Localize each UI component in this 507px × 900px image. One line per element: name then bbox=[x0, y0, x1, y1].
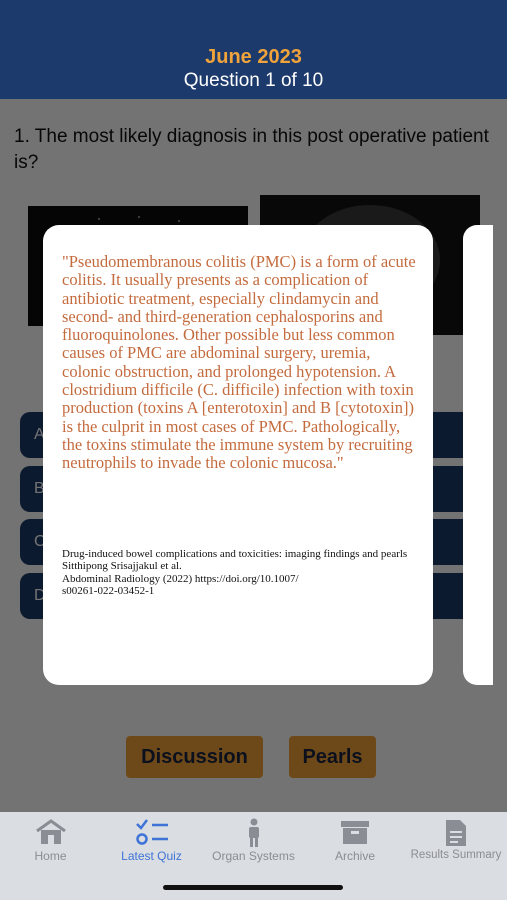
person-icon bbox=[244, 818, 264, 853]
header-bar bbox=[0, 0, 507, 99]
tab-label: Organ Systems bbox=[212, 849, 295, 863]
tab-latest-quiz[interactable] bbox=[101, 812, 202, 872]
reference-journal: Abdominal Radiology (2022) https://doi.org/10.1007/ bbox=[62, 572, 299, 585]
quiz-month: June 2023 bbox=[205, 46, 302, 68]
list-icon bbox=[134, 818, 170, 851]
tab-results-summary[interactable] bbox=[405, 812, 507, 872]
reference-authors: Sitthipong Srisajjakul et al. bbox=[62, 560, 182, 573]
tab-archive[interactable] bbox=[305, 812, 405, 872]
next-pearl-card-peek[interactable] bbox=[463, 225, 493, 685]
question-counter: Question 1 of 10 bbox=[183, 70, 324, 91]
archive-icon bbox=[339, 818, 371, 851]
document-icon bbox=[443, 818, 469, 853]
reference-doi: s00261-022-03452-1 bbox=[62, 585, 155, 598]
tab-label: Results Summary bbox=[410, 849, 502, 861]
pearl-reference bbox=[62, 548, 412, 598]
tab-home[interactable] bbox=[0, 812, 101, 872]
tab-label: Archive bbox=[334, 849, 375, 863]
tab-label: Home bbox=[34, 849, 67, 863]
home-indicator bbox=[163, 885, 343, 890]
reference-title: Drug-induced bowel complications and toxicities: imaging findings and pearls bbox=[62, 548, 408, 560]
home-icon bbox=[34, 818, 68, 851]
pearl-quote: "Pseudomembranous colitis (PMC) is a form of acute colitis. It usually presents as a complication of antibiotic treatment, especially clindamycin and second- and third-generation cephalosporins and fluoroquinolones. Other possible but less common causes of PMC are abdominal surgery, uremia, colonic obstruction, and prolonged hypotension. A clostridium difficile (C. difficile) infection with toxin production (toxins A [enterotoxin] and B [cytotoxin]) is the culprit in most cases of PMC. Pathologically, the toxins stimulate the immune system by recruiting neutrophils to invade the colonic mucosa." bbox=[62, 252, 416, 473]
tab-organ-systems[interactable] bbox=[202, 812, 305, 872]
tab-label: Latest Quiz bbox=[121, 849, 182, 863]
